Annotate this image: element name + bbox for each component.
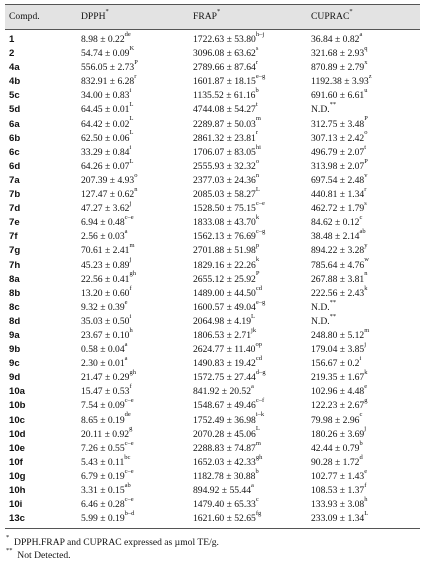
cell-dpph: $34.00 \pm 0.83^i$: [81, 87, 132, 102]
cell-compound: 10b: [9, 400, 26, 412]
cell-dpph: 15.47 ± 0.53$^f$: [81, 383, 132, 398]
cell-frap: 1135.52 ± 61.16$^b$: [193, 87, 259, 102]
header-row: [5, 5, 420, 30]
table-row: [5, 89, 420, 103]
cell-frap: $2624.77 \pm 11.40^{op}$: [193, 340, 262, 356]
cell-dpph: $45.23 \pm 0.89^j$: [81, 256, 132, 271]
table-row: [5, 174, 420, 188]
cell-compound: 6c: [9, 146, 20, 158]
cell-compound: 9c: [9, 358, 20, 370]
cell-dpph: $35.03 \pm 0.50^i$: [81, 312, 132, 327]
cell-cuprac: $156.67 \pm 0.2^i$: [311, 354, 362, 370]
table-body: [5, 30, 420, 529]
table-row: [5, 230, 420, 244]
cell-cuprac: $248.80 \pm 5.12^m$: [311, 326, 370, 341]
cell-cuprac: 102.77 ± 1.43$^e$: [311, 467, 368, 482]
table-row: [5, 188, 420, 202]
cell-cuprac: $697.54 \pm 2.48^v$: [311, 171, 368, 186]
cell-cuprac: $894.22 \pm 3.28^y$: [311, 242, 368, 257]
cell-frap: $2064.98 \pm 4.19^L$: [193, 312, 256, 327]
table-row: [5, 61, 420, 75]
cell-frap: 1489.00 ± 44.50$^{cd}$: [193, 284, 262, 299]
cell-cuprac: $180.26 \pm 3.69^j$: [311, 425, 367, 440]
cell-frap: $1829.16 \pm 22.26^k$: [193, 256, 260, 271]
table-row: [5, 273, 420, 287]
cell-compound: 10i: [9, 499, 23, 511]
cell-dpph: $64.45 \pm 0.01^L$: [81, 101, 134, 116]
cell-dpph: 0.58 ± 0.04$^a$: [81, 340, 128, 356]
cell-frap: $2789.66 \pm 87.64^r$: [193, 59, 258, 74]
table-row: [5, 357, 420, 371]
cell-frap: $1752.49 \pm 36.98^{i-k}$: [193, 411, 265, 426]
cell-cuprac: $267.88 \pm 3.81^n$: [311, 270, 368, 285]
table-row: [5, 371, 420, 385]
cell-compound: 7a: [9, 174, 20, 186]
cell-dpph: 8.98 ± 0.22de: [81, 30, 131, 45]
cell-cuprac: $222.56 \pm 2.43^k$: [311, 284, 368, 299]
cell-dpph: $6.46 \pm 0.28^{c-e}$: [81, 495, 134, 511]
cell-frap: 1621.60 ± 52.65$^{fg}$: [189, 512, 307, 529]
cell-compound: 4b: [9, 76, 21, 88]
cell-dpph: $54.74 \pm 0.09^K$: [81, 44, 135, 60]
cell-compound: 10c: [9, 414, 26, 426]
table-row: [5, 132, 420, 146]
cell-cuprac: $233.09 \pm 1.34^L$: [307, 512, 420, 529]
cell-cuprac: 102.96 ± 4.48$^e$: [311, 383, 368, 398]
cell-cuprac: N.D.**: [311, 298, 337, 313]
table-row: [5, 259, 420, 273]
cell-dpph: $207.39 \pm 4.93^o$: [81, 171, 138, 186]
cell-dpph: $127.47 \pm 0.62^n$: [81, 185, 138, 201]
cell-compound: 1: [9, 34, 15, 45]
table-row: [5, 385, 420, 399]
table-row: [5, 146, 420, 160]
table-row: [5, 301, 420, 315]
cell-frap: $2289.87 \pm 50.03^m$: [193, 115, 261, 130]
table-row: [5, 343, 420, 357]
cell-frap: $1572.75 \pm 27.44^{d-g}$: [193, 369, 266, 384]
table-row: [5, 428, 420, 442]
cell-frap: $2655.12 \pm 25.92^P$: [193, 270, 260, 285]
cell-cuprac: $312.75 \pm 3.48^P$: [311, 115, 368, 130]
footnote-nd: ** Not Detected.: [6, 546, 71, 561]
cell-frap: $2085.03 \pm 58.27^L$: [193, 185, 260, 201]
cell-dpph: $64.26 \pm 0.07^L$: [81, 157, 134, 172]
cell-compound: 10d: [9, 428, 26, 440]
table-row: [5, 287, 420, 301]
cell-cuprac: $313.98 \pm 2.07^P$: [311, 157, 368, 172]
cell-frap: 1490.83 ± 19.42$^{cd}$: [193, 354, 262, 370]
cell-frap: $1600.57 \pm 49.04^{e-g}$: [193, 298, 266, 313]
cell-compound: 6d: [9, 160, 21, 172]
cell-compound: 9d: [9, 372, 21, 384]
cell-dpph: 8.65 ± 0.19de: [81, 411, 131, 426]
table-row: [5, 244, 420, 258]
cell-frap: $1833.08 \pm 43.70^k$: [193, 214, 260, 229]
cell-cuprac: 84.62 ± 0.12$^c$: [311, 214, 363, 229]
cell-frap: 1182.78 ± 30.88$^b$: [193, 467, 259, 482]
cell-frap: $1548.67 \pm 49.46^{c-f}$: [193, 397, 265, 412]
table-row: [5, 216, 420, 230]
table-row: [5, 470, 420, 484]
cell-cuprac: $307.13 \pm 2.42^o$: [311, 129, 368, 144]
cell-compound: 9a: [9, 329, 20, 341]
cell-frap: 841.92 ± 20.52$^a$: [193, 383, 254, 398]
table-row: [5, 399, 420, 413]
cell-compound: 10f: [9, 456, 23, 468]
antioxidant-table: [5, 4, 420, 529]
cell-cuprac: $691.60 \pm 6.61^u$: [311, 87, 368, 102]
cell-dpph: $7.54 \pm 0.09^{c-e}$: [81, 397, 134, 412]
cell-compound: 5d: [9, 104, 21, 116]
table-row: [5, 160, 420, 174]
cell-compound: 7e: [9, 217, 20, 229]
cell-compound: 7g: [9, 245, 21, 257]
header-frap: FRAP*: [189, 5, 307, 30]
cell-frap: $2288.83 \pm 74.87^m$: [193, 439, 261, 454]
cell-compound: 4a: [9, 62, 20, 74]
cell-cuprac: N.D.**: [311, 101, 337, 116]
table-row: [5, 315, 420, 329]
cell-compound: 8d: [9, 315, 21, 327]
cell-compound: 13c: [5, 512, 77, 529]
table-row: [5, 47, 420, 61]
cell-frap: 894.92 ± 55.44$^a$: [193, 481, 254, 496]
header-cuprac: CUPRAC*: [307, 5, 420, 30]
table-row: [5, 498, 420, 512]
cell-frap: $3096.08 \pm 63.62^s$: [193, 44, 259, 60]
cell-compound: 8a: [9, 273, 20, 285]
cell-frap: $2377.03 \pm 24.36^n$: [193, 171, 260, 186]
cell-cuprac: N.D.**: [311, 312, 337, 327]
table-row: [5, 456, 420, 470]
cell-cuprac: 90.28 ± 1.72$^d$: [311, 453, 363, 468]
cell-dpph: 20.11 ± 0.92$^g$: [81, 425, 133, 440]
cell-cuprac: 36.84 ± 0.82$^a$: [311, 30, 363, 45]
cell-cuprac: $179.04 \pm 3.85^j$: [311, 340, 367, 356]
cell-cuprac: 79.98 ± 2.96$^c$: [311, 411, 363, 426]
cell-dpph: $33.29 \pm 0.84^i$: [81, 143, 132, 158]
cell-dpph: $5.99 \pm 0.19^{b-d}$: [77, 512, 189, 529]
cell-compound: 10g: [9, 470, 26, 482]
cell-cuprac: $440.81 \pm 1.34^r$: [311, 185, 367, 201]
cell-compound: 5c: [9, 90, 20, 102]
cell-cuprac: 133.93 ± 3.08$^h$: [311, 495, 368, 511]
cell-dpph: $47.27 \pm 3.62^j$: [81, 199, 132, 215]
cell-frap: $1806.53 \pm 2.71^{jk}$: [193, 326, 257, 341]
table-row: [5, 329, 420, 343]
header-dpph: DPPH*: [77, 5, 189, 30]
cell-cuprac: 108.53 ± 1.37$^f$: [311, 481, 367, 496]
cell-dpph: 21.47 ± 0.29$^{gh}$: [81, 369, 136, 384]
table-header: [5, 5, 420, 30]
cell-cuprac: $1192.38 \pm 3.93^z$: [311, 73, 372, 88]
cell-compound: 10a: [9, 386, 26, 398]
cell-frap: 1479.40 ± 65.33$^c$: [193, 495, 259, 511]
table-row: [5, 103, 420, 117]
table-row: [5, 202, 420, 216]
cell-dpph: $7.26 \pm 0.55^{c-e}$: [81, 439, 134, 454]
cell-frap: $1722.63 \pm 53.80^{h-j}$: [193, 30, 265, 45]
cell-compound: 10h: [9, 485, 26, 496]
cell-dpph: $62.50 \pm 0.06^L$: [81, 129, 134, 144]
cell-cuprac: 42.44 ± 0.79$^b$: [311, 439, 363, 454]
cell-compound: 7d: [9, 203, 21, 215]
cell-dpph: 2.56 ± 0.03$^a$: [81, 228, 128, 243]
cell-cuprac: $219.35 \pm 1.67^k$: [311, 369, 368, 384]
table-row: [5, 484, 420, 498]
cell-dpph: $832.91 \pm 6.28^r$: [81, 73, 137, 88]
cell-compound: 6b: [9, 132, 21, 144]
cell-cuprac: $462.72 \pm 1.79^s$: [311, 199, 367, 215]
cell-dpph: $6.79 \pm 0.19^{c-e}$: [81, 467, 134, 482]
cell-dpph: $556.05 \pm 2.73^P$: [81, 59, 138, 74]
cell-dpph: 13.20 ± 0.60$^f$: [81, 284, 132, 299]
cell-dpph: 5.43 ± 0.11$^{bc}$: [81, 453, 131, 468]
cell-frap: $1601.87 \pm 18.15^{e-g}$: [193, 73, 266, 88]
cell-cuprac: 38.48 ± 2.14$^{ab}$: [311, 228, 366, 243]
table-row: [5, 30, 420, 48]
cell-dpph: $64.42 \pm 0.02^L$: [81, 115, 134, 130]
cell-frap: $2701.88 \pm 51.98^p$: [193, 242, 260, 257]
table-row: [5, 118, 420, 132]
table-row: [5, 512, 420, 529]
cell-cuprac: $870.89 \pm 2.79^x$: [311, 59, 368, 74]
cell-compound: 7f: [9, 231, 18, 243]
cell-frap: $1562.13 \pm 76.69^{c-g}$: [193, 228, 266, 243]
footnote-units: * DPPH.FRAP and CUPRAC expressed as µmol TE/g.: [6, 533, 219, 548]
cell-cuprac: $321.68 \pm 2.93^q$: [311, 44, 368, 60]
cell-compound: 2: [9, 48, 15, 60]
cell-dpph: 22.56 ± 0.41$^{gh}$: [81, 270, 136, 285]
cell-frap: 1652.03 ± 42.33$^{gh}$: [193, 453, 263, 468]
cell-compound: 7h: [9, 259, 21, 271]
cell-compound: 7b: [9, 189, 21, 201]
cell-dpph: 2.30 ± 0.01$^a$: [81, 354, 128, 370]
cell-frap: $1528.50 \pm 75.15^{c-e}$: [193, 199, 265, 215]
cell-cuprac: $496.79 \pm 2.07^t$: [311, 143, 367, 158]
cell-cuprac: $785.64 \pm 4.76^w$: [311, 256, 369, 271]
table-row: [5, 414, 420, 428]
cell-cuprac: 122.23 ± 2.67$^g$: [311, 397, 368, 412]
footnotes: [6, 533, 219, 562]
cell-compound: 8c: [9, 301, 20, 313]
cell-dpph: $6.94 \pm 0.48^{c-e}$: [81, 214, 134, 229]
table-row: [5, 442, 420, 456]
cell-dpph: 9.32 ± 0.39$^e$: [81, 298, 128, 313]
cell-frap: $2070.28 \pm 45.06^L$: [193, 425, 260, 440]
cell-compound: 9b: [9, 344, 21, 356]
header-compd: Compd.: [5, 5, 77, 30]
cell-compound: 6a: [9, 118, 20, 130]
cell-frap: $2861.32 \pm 23.81^r$: [193, 129, 258, 144]
cell-compound: 8b: [9, 287, 21, 299]
table-row: [5, 75, 420, 89]
cell-compound: 10e: [9, 442, 26, 454]
cell-dpph: 3.31 ± 0.15$^{ab}$: [81, 481, 131, 496]
cell-frap: $1706.07 \pm 83.05^{hi}$: [193, 143, 261, 158]
cell-dpph: $70.61 \pm 2.41^m$: [81, 242, 135, 257]
cell-dpph: 23.67 ± 0.10$^h$: [81, 326, 133, 341]
cell-frap: $2555.93 \pm 32.32^o$: [193, 157, 260, 172]
cell-frap: $4744.08 \pm 54.27^t$: [193, 101, 258, 116]
